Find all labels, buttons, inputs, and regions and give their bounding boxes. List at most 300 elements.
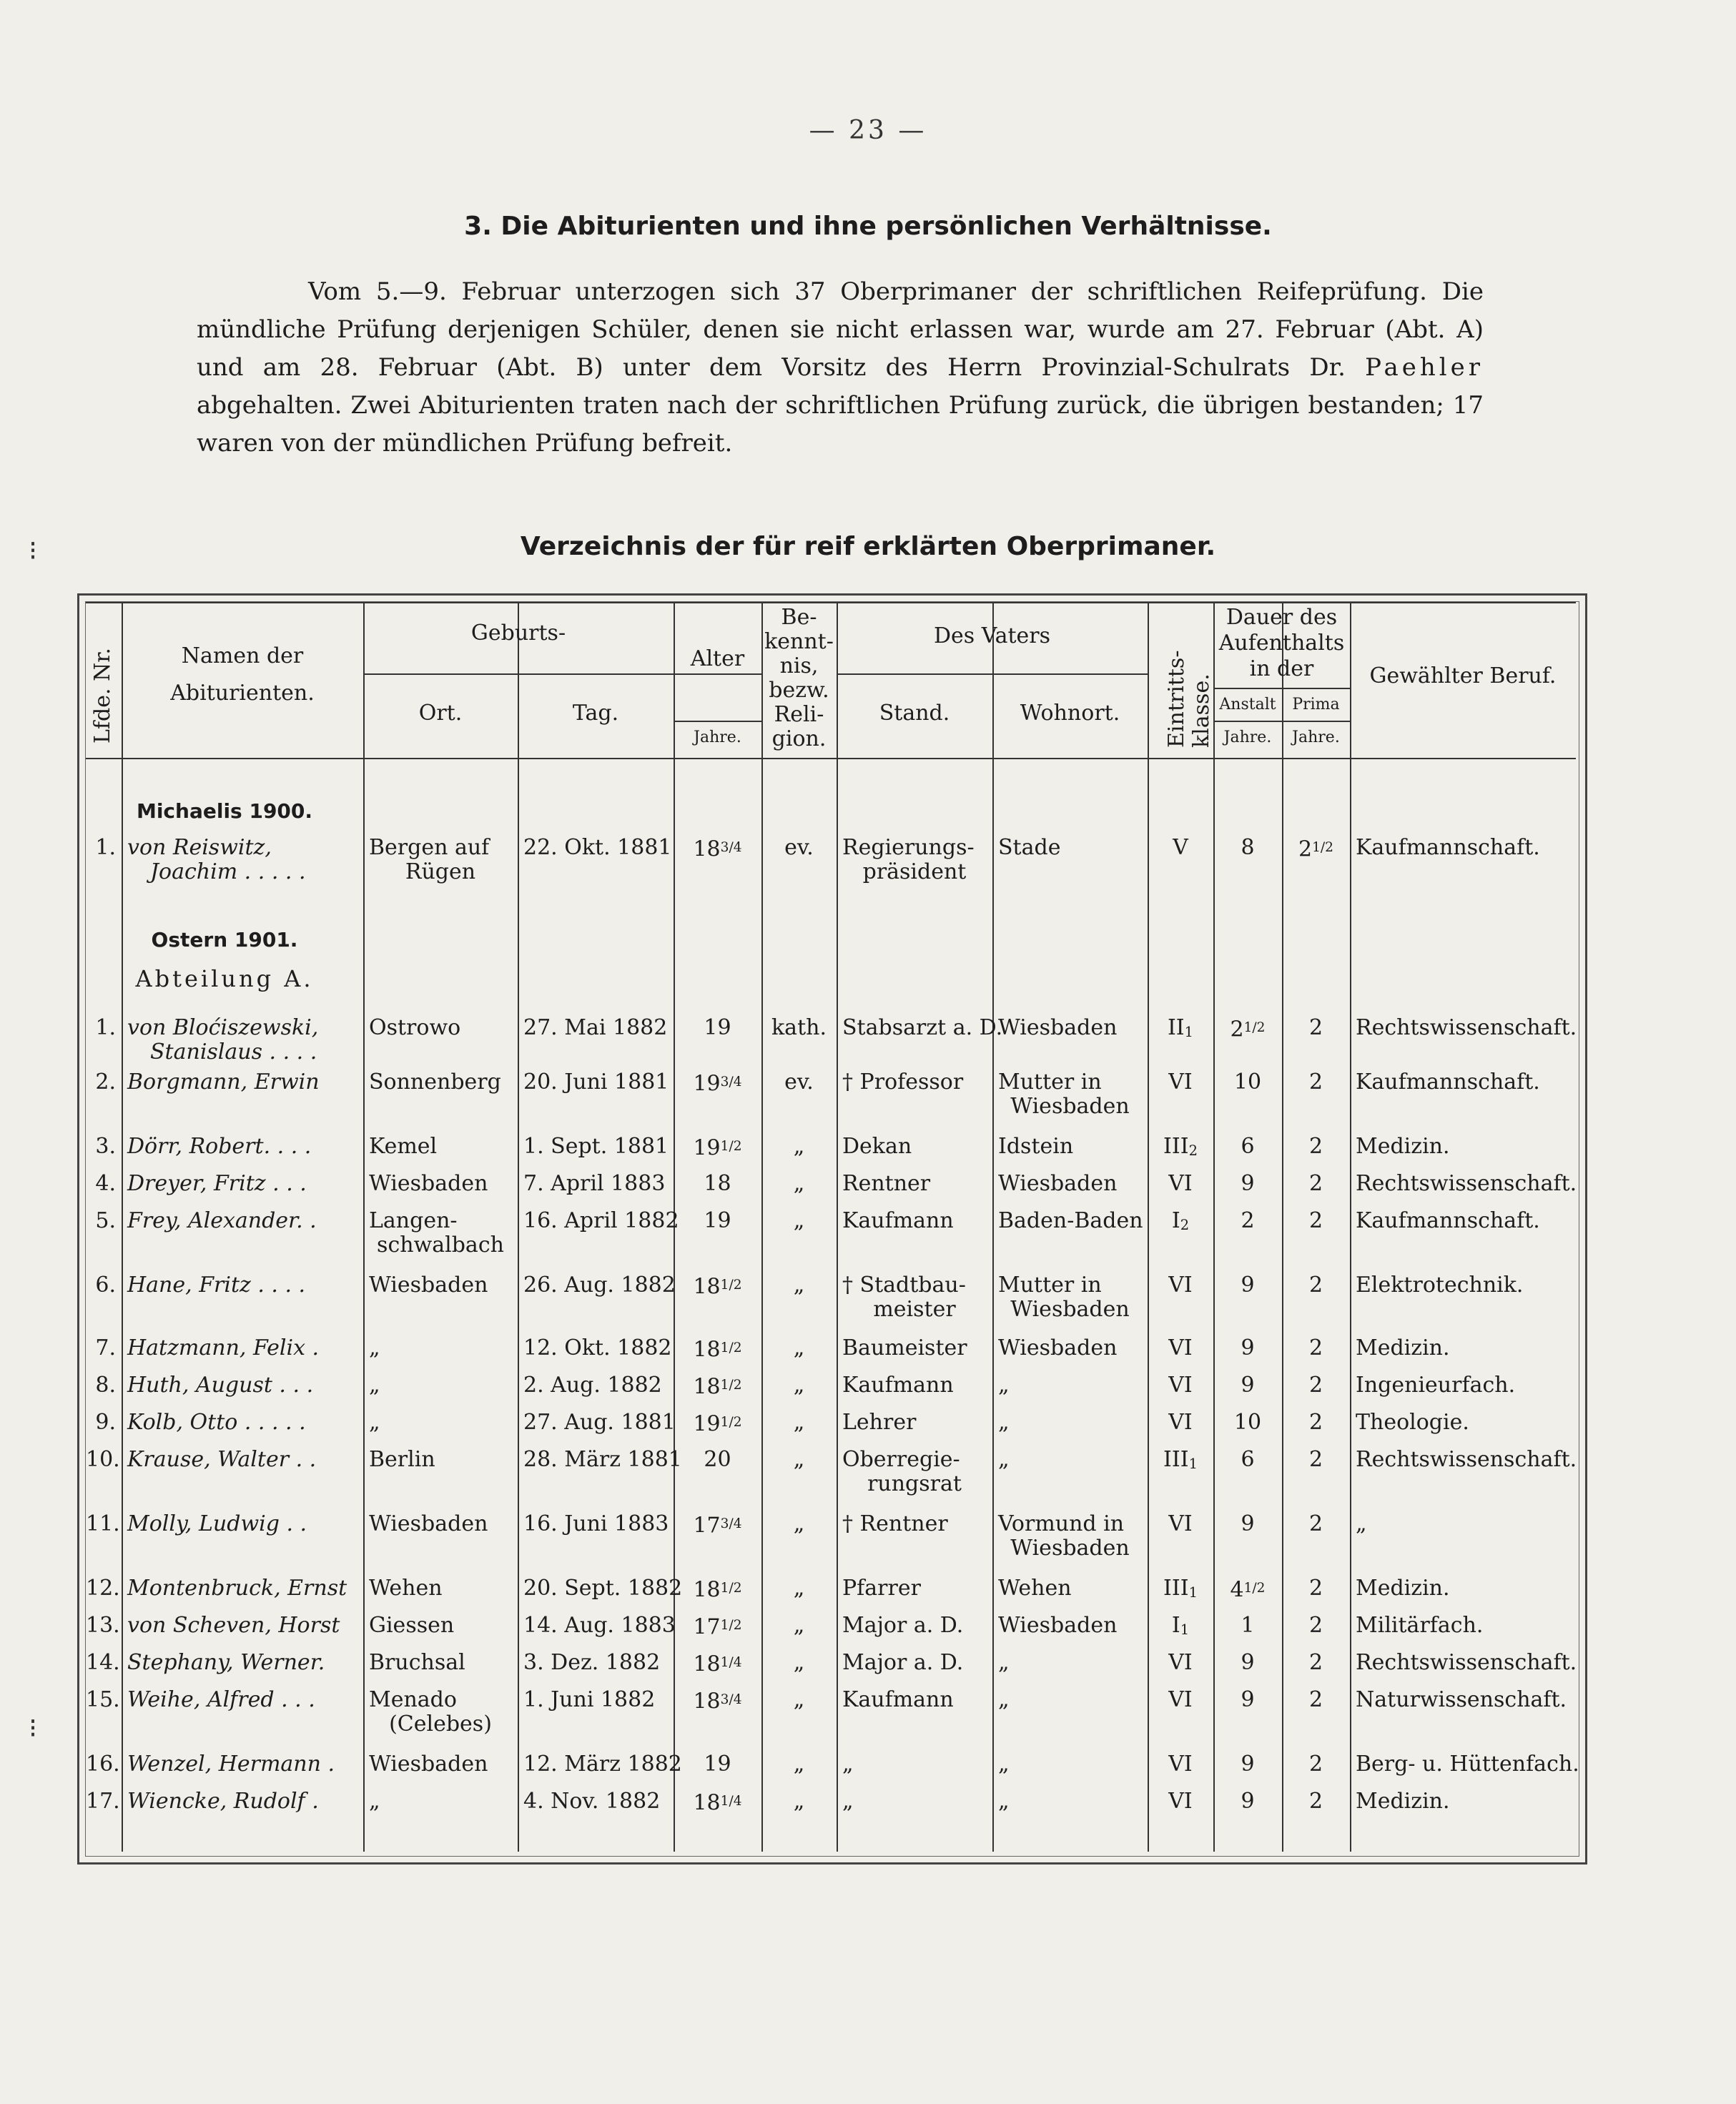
row-prima (1282, 1613, 1350, 1639)
row-nr: 14. (86, 1650, 120, 1675)
row-wohnort: „ (998, 1373, 1010, 1398)
row-alter (674, 1752, 761, 1777)
row-name: Montenbruck, Ernst (127, 1576, 347, 1601)
row-klasse (1148, 1208, 1213, 1238)
row-alter-value: 17 (693, 1614, 721, 1640)
row-tag: 20. Sept. 1882 (523, 1576, 683, 1601)
row-alter (674, 1576, 761, 1604)
row-anstalt (1213, 1511, 1282, 1537)
row-anstalt-value: 9 (1241, 1511, 1255, 1536)
row-klasse (1148, 1687, 1213, 1713)
row-anstalt (1213, 1373, 1282, 1398)
row-wohnort-cont: Wiesbaden (1010, 1536, 1130, 1561)
row-klasse-value: VI (1168, 1373, 1193, 1398)
row-anstalt (1213, 1687, 1282, 1713)
row-klasse (1148, 1511, 1213, 1537)
row-beruf: Elektrotechnik. (1356, 1273, 1524, 1298)
row-religion: „ (793, 1171, 805, 1196)
header-geburts: Geburts- (470, 621, 566, 646)
row-anstalt-value: 9 (1241, 1273, 1255, 1298)
row-alter (674, 1171, 761, 1197)
row-klasse-value: III (1163, 1576, 1189, 1601)
row-wohnort: „ (998, 1789, 1010, 1814)
row-klasse (1148, 1070, 1213, 1095)
row-ort: Wehen (369, 1576, 443, 1601)
row-stand: Oberregie- (842, 1447, 960, 1472)
row-anstalt (1213, 1576, 1282, 1604)
row-ort-cont: Rügen (405, 859, 476, 884)
row-wohnort: Idstein (998, 1134, 1074, 1159)
row-alter (674, 1511, 761, 1539)
column-rule (837, 602, 838, 1852)
row-anstalt-value: 10 (1233, 1410, 1262, 1435)
row-prima-value: 2 (1308, 1687, 1323, 1712)
row-alter (674, 1410, 761, 1438)
row-anstalt-value: 6 (1241, 1134, 1255, 1159)
column-rule (122, 602, 123, 1852)
row-nr: 3. (95, 1134, 116, 1159)
row-prima (1282, 1752, 1350, 1777)
row-alter-value: 18 (693, 1337, 721, 1363)
row-beruf: Medizin. (1356, 1134, 1450, 1159)
row-ort: „ (369, 1789, 380, 1814)
row-wohnort: Wiesbaden (998, 1171, 1118, 1196)
row-prima-value: 2 (1298, 836, 1313, 862)
row-nr: 17. (86, 1789, 120, 1814)
header-anstalt-jahre: Jahre. (1223, 729, 1272, 746)
header-prima: Prima (1292, 696, 1340, 713)
row-prima-value: 2 (1308, 1134, 1323, 1159)
row-alter-value: 20 (704, 1447, 731, 1472)
row-wohnort: Mutter in (998, 1273, 1102, 1298)
row-ort: Langen- (369, 1208, 458, 1233)
row-prima-value: 2 (1308, 1511, 1323, 1536)
row-klasse (1148, 1752, 1213, 1777)
row-alter-fraction: 1/2 (720, 1278, 742, 1293)
row-prima (1282, 1015, 1350, 1041)
row-nr: 2. (95, 1070, 116, 1095)
row-nr: 8. (95, 1373, 116, 1398)
row-prima-value: 2 (1308, 1576, 1323, 1601)
header-dauer-1: Dauer des (1225, 605, 1338, 630)
row-name: von Bloćiszewski, (127, 1015, 319, 1040)
row-anstalt-value: 9 (1241, 1650, 1255, 1675)
group-ostern: Ostern 1901. (151, 928, 298, 952)
row-anstalt-value: 9 (1241, 1335, 1255, 1360)
row-wohnort: Baden-Baden (998, 1208, 1143, 1233)
header-beruf: Gewählter Beruf. (1369, 663, 1557, 688)
row-beruf: Kaufmannschaft. (1356, 1208, 1540, 1233)
row-alter (674, 1273, 761, 1300)
row-ort: „ (369, 1373, 380, 1398)
row-anstalt-value: 9 (1241, 1171, 1255, 1196)
row-alter-fraction: 1/4 (720, 1655, 742, 1670)
row-alter-fraction: 3/4 (720, 1692, 742, 1707)
row-alter-fraction: 1/2 (720, 1581, 742, 1596)
row-alter (674, 1447, 761, 1473)
row-beruf: Militärfach. (1356, 1613, 1484, 1638)
row-klasse (1148, 1171, 1213, 1197)
row-tag: 1. Juni 1882 (523, 1687, 656, 1712)
row-prima-value: 2 (1308, 1070, 1323, 1095)
row-klasse-value: VI (1168, 1650, 1193, 1675)
row-stand: † Stadtbau- (842, 1273, 966, 1298)
row-prima (1282, 835, 1350, 863)
row-anstalt-value: 9 (1241, 1789, 1255, 1814)
row-name-cont: Joachim . . . . . (150, 859, 306, 884)
row-wohnort: Stade (998, 835, 1061, 860)
row-tag: 2. Aug. 1882 (523, 1373, 662, 1398)
row-alter-value: 19 (704, 1752, 731, 1777)
row-alter (674, 1613, 761, 1641)
row-alter-value: 19 (704, 1015, 731, 1040)
row-ort: Wiesbaden (369, 1171, 488, 1196)
row-anstalt-value: 2 (1241, 1208, 1255, 1233)
margin-mark-top: ⁝ (29, 535, 38, 566)
row-religion: „ (793, 1335, 805, 1360)
row-tag: 27. Mai 1882 (523, 1015, 668, 1040)
header-top-rule (86, 602, 1576, 603)
row-nr: 6. (95, 1273, 116, 1298)
row-anstalt-fraction: 1/2 (1243, 1020, 1266, 1035)
jahre-subrule (674, 721, 761, 722)
row-tag: 20. Juni 1881 (523, 1070, 669, 1095)
row-wohnort: „ (998, 1687, 1010, 1712)
row-ort: Bruchsal (369, 1650, 465, 1675)
row-tag: 4. Nov. 1882 (523, 1789, 661, 1814)
row-nr: 11. (86, 1511, 120, 1536)
row-name: Hatzmann, Felix . (127, 1335, 320, 1360)
row-prima (1282, 1335, 1350, 1361)
row-alter-value: 18 (693, 1790, 721, 1816)
row-name: Molly, Ludwig . . (127, 1511, 307, 1536)
row-stand: Lehrer (842, 1410, 917, 1435)
row-beruf: Rechtswissenschaft. (1356, 1447, 1577, 1472)
row-klasse-value: VI (1168, 1752, 1193, 1777)
row-klasse (1148, 1650, 1213, 1676)
header-eintrittsklasse: Eintritts-klasse. (1164, 650, 1214, 748)
row-ort: Kemel (369, 1134, 438, 1159)
row-anstalt-value: 9 (1241, 1373, 1255, 1398)
page-number: — 23 — (809, 116, 927, 145)
row-religion: „ (793, 1373, 805, 1398)
row-name-cont: Stanislaus . . . . (150, 1039, 317, 1065)
row-tag: 26. Aug. 1882 (523, 1273, 676, 1298)
row-stand: † Professor (842, 1070, 964, 1095)
row-name: von Scheven, Horst (127, 1613, 340, 1638)
row-name: Kolb, Otto . . . . . (127, 1410, 306, 1435)
row-stand: Major a. D. (842, 1650, 964, 1675)
row-name: Hane, Fritz . . . . (127, 1273, 306, 1298)
row-prima-value: 2 (1308, 1752, 1323, 1777)
row-anstalt-value: 9 (1241, 1687, 1255, 1712)
row-tag: 16. April 1882 (523, 1208, 679, 1233)
row-stand: Regierungs- (842, 835, 975, 860)
row-alter-value: 18 (693, 1689, 721, 1714)
row-tag: 14. Aug. 1883 (523, 1613, 676, 1638)
row-anstalt (1213, 1650, 1282, 1676)
row-wohnort: Mutter in (998, 1070, 1102, 1095)
row-nr: 16. (86, 1752, 120, 1777)
row-stand: Pfarrer (842, 1576, 921, 1601)
row-anstalt (1213, 1752, 1282, 1777)
row-alter (674, 1650, 761, 1678)
row-beruf: Rechtswissenschaft. (1356, 1171, 1577, 1196)
row-ort: Ostrowo (369, 1015, 461, 1040)
header-name-1: Namen der (181, 643, 304, 668)
row-anstalt (1213, 835, 1282, 861)
row-anstalt (1213, 1070, 1282, 1095)
row-alter (674, 1373, 761, 1401)
row-anstalt-value: 8 (1241, 835, 1255, 860)
row-alter (674, 1687, 761, 1715)
row-religion: „ (793, 1273, 805, 1298)
row-klasse-value: VI (1168, 1410, 1193, 1435)
row-prima (1282, 1208, 1350, 1234)
row-alter-value: 19 (693, 1135, 721, 1161)
row-klasse-value: II (1167, 1015, 1185, 1040)
row-alter-fraction: 1/2 (720, 1378, 742, 1393)
row-religion: „ (793, 1752, 805, 1777)
row-name: Weihe, Alfred . . . (127, 1687, 315, 1712)
row-nr: 7. (95, 1335, 116, 1360)
row-klasse-value: VI (1168, 1789, 1193, 1814)
row-klasse-value: VI (1168, 1687, 1193, 1712)
row-anstalt (1213, 1447, 1282, 1473)
row-klasse (1148, 1273, 1213, 1298)
row-alter-fraction: 3/4 (720, 840, 742, 855)
row-religion: „ (793, 1687, 805, 1712)
header-bekenntnis: Be- (781, 605, 817, 630)
row-ort: Wiesbaden (369, 1752, 488, 1777)
row-klasse (1148, 1015, 1213, 1045)
row-nr: 13. (86, 1613, 120, 1638)
row-religion: „ (793, 1576, 805, 1601)
row-klasse (1148, 1410, 1213, 1436)
row-klasse (1148, 835, 1213, 861)
row-klasse-sub: 1 (1188, 1584, 1198, 1601)
margin-mark-bottom: ⁝ (29, 1712, 38, 1744)
row-anstalt-value: 4 (1230, 1577, 1244, 1603)
row-alter-value: 18 (693, 836, 721, 862)
row-religion: kath. (771, 1015, 827, 1040)
row-klasse-value: VI (1168, 1335, 1193, 1360)
header-nr: Lfde. Nr. (90, 648, 115, 744)
intro-paragraph (197, 273, 1484, 463)
row-alter-value: 18 (704, 1171, 731, 1196)
header-bekenntnis: kennt- (764, 629, 834, 654)
row-klasse-value: I (1171, 1208, 1180, 1233)
row-anstalt (1213, 1613, 1282, 1639)
row-stand-cont: rungsrat (867, 1471, 962, 1496)
row-stand: Rentner (842, 1171, 931, 1196)
header-tag: Tag. (572, 701, 619, 726)
row-tag: 12. März 1882 (523, 1752, 682, 1777)
row-beruf: Medizin. (1356, 1576, 1450, 1601)
row-prima (1282, 1070, 1350, 1095)
row-nr: 1. (95, 1015, 116, 1040)
row-alter-value: 19 (693, 1411, 721, 1437)
row-ort: Berlin (369, 1447, 435, 1472)
vater-subrule (837, 673, 1148, 675)
row-klasse-sub: 2 (1188, 1142, 1198, 1159)
row-tag: 28. März 1881 (523, 1447, 682, 1472)
row-prima-value: 2 (1308, 1208, 1323, 1233)
row-klasse (1148, 1613, 1213, 1643)
row-anstalt-value: 10 (1233, 1070, 1262, 1095)
row-anstalt-value: 9 (1241, 1752, 1255, 1777)
section-title: 3. Die Abiturienten und ihne persönlichen Verhältnisse. (464, 212, 1272, 241)
row-prima-value: 2 (1308, 1789, 1323, 1814)
row-prima-value: 2 (1308, 1650, 1323, 1675)
row-tag: 1. Sept. 1881 (523, 1134, 669, 1159)
row-alter-value: 18 (693, 1374, 721, 1400)
row-prima (1282, 1687, 1350, 1713)
row-anstalt-fraction: 1/2 (1243, 1581, 1266, 1596)
row-anstalt (1213, 1789, 1282, 1814)
row-alter-value: 19 (704, 1208, 731, 1233)
row-prima-value: 2 (1308, 1613, 1323, 1638)
row-alter-value: 18 (693, 1577, 721, 1603)
row-klasse-value: V (1173, 835, 1188, 860)
dauer-jahre-subrule (1213, 721, 1350, 722)
row-klasse-value: VI (1168, 1511, 1193, 1536)
row-ort-cont: (Celebes) (389, 1712, 492, 1737)
row-stand: Baumeister (842, 1335, 967, 1360)
row-klasse-value: VI (1168, 1273, 1193, 1298)
row-beruf: „ (1356, 1511, 1367, 1536)
group-abteilung: Abteilung A. (135, 965, 314, 992)
row-stand: Stabsarzt a. D. (842, 1015, 1003, 1040)
row-nr: 1. (95, 835, 116, 860)
row-name: Borgmann, Erwin (127, 1070, 320, 1095)
row-alter-value: 17 (693, 1513, 721, 1539)
row-religion: „ (793, 1613, 805, 1638)
row-klasse (1148, 1373, 1213, 1398)
row-beruf: Rechtswissenschaft. (1356, 1015, 1577, 1040)
row-klasse (1148, 1447, 1213, 1477)
row-klasse-value: III (1163, 1134, 1189, 1159)
column-rule (518, 602, 519, 1852)
row-prima-value: 2 (1308, 1410, 1323, 1435)
row-anstalt (1213, 1134, 1282, 1160)
row-beruf: Kaufmannschaft. (1356, 1070, 1540, 1095)
row-prima-value: 2 (1308, 1273, 1323, 1298)
row-nr: 15. (86, 1687, 120, 1712)
table-title: Verzeichnis der für reif erklärten Oberprimaner. (520, 532, 1216, 561)
row-ort: Giessen (369, 1613, 455, 1638)
row-alter-fraction: 3/4 (720, 1516, 742, 1531)
row-tag: 16. Juni 1883 (523, 1511, 669, 1536)
row-wohnort: „ (998, 1650, 1010, 1675)
row-klasse (1148, 1576, 1213, 1606)
row-beruf: Medizin. (1356, 1335, 1450, 1360)
row-tag: 7. April 1883 (523, 1171, 666, 1196)
row-tag: 12. Okt. 1882 (523, 1335, 672, 1360)
row-anstalt (1213, 1015, 1282, 1043)
row-prima (1282, 1447, 1350, 1473)
row-religion: ev. (784, 835, 814, 860)
row-beruf: Kaufmannschaft. (1356, 835, 1540, 860)
row-alter-fraction: 1/4 (720, 1794, 742, 1809)
row-prima (1282, 1650, 1350, 1676)
row-prima (1282, 1576, 1350, 1601)
row-alter-value: 18 (693, 1274, 721, 1300)
row-religion: „ (793, 1447, 805, 1472)
row-religion: „ (793, 1789, 805, 1814)
row-anstalt (1213, 1208, 1282, 1234)
row-alter-fraction: 1/2 (720, 1618, 742, 1633)
row-religion: „ (793, 1410, 805, 1435)
row-wohnort: Wiesbaden (998, 1335, 1118, 1360)
header-vater: Des Vaters (933, 623, 1051, 648)
row-anstalt-value: 6 (1241, 1447, 1255, 1472)
row-stand: Kaufmann (842, 1373, 954, 1398)
geburts-subrule (363, 673, 761, 675)
row-prima-value: 2 (1308, 1447, 1323, 1472)
header-bekenntnis: nis, (779, 653, 819, 678)
row-name: Wenzel, Hermann . (127, 1752, 335, 1777)
row-wohnort-cont: Wiesbaden (1010, 1297, 1130, 1322)
row-name: Stephany, Werner. (127, 1650, 325, 1675)
row-alter (674, 1335, 761, 1363)
row-beruf: Rechtswissenschaft. (1356, 1650, 1577, 1675)
row-tag: 22. Okt. 1881 (523, 835, 672, 860)
header-anstalt: Anstalt (1219, 696, 1276, 713)
row-name: Huth, August . . . (127, 1373, 314, 1398)
row-nr: 4. (95, 1171, 116, 1196)
row-klasse (1148, 1134, 1213, 1164)
row-religion: „ (793, 1208, 805, 1233)
row-alter-fraction: 1/2 (720, 1415, 742, 1430)
header-wohnort: Wohnort. (1020, 701, 1120, 726)
row-anstalt-value: 2 (1230, 1017, 1244, 1042)
row-alter-value: 19 (693, 1071, 721, 1097)
row-beruf: Naturwissenschaft. (1356, 1687, 1567, 1712)
row-klasse-sub: 1 (1188, 1455, 1198, 1472)
row-name: Wiencke, Rudolf . (127, 1789, 319, 1814)
row-ort: „ (369, 1335, 380, 1360)
row-alter-fraction: 1/2 (720, 1340, 742, 1355)
row-prima-fraction: 1/2 (1312, 840, 1334, 855)
row-stand: Major a. D. (842, 1613, 964, 1638)
row-name: Frey, Alexander. . (127, 1208, 317, 1233)
row-ort: Sonnenberg (369, 1070, 501, 1095)
row-wohnort-cont: Wiesbaden (1010, 1094, 1130, 1119)
row-wohnort: „ (998, 1752, 1010, 1777)
row-prima (1282, 1273, 1350, 1298)
row-alter-fraction: 1/2 (720, 1139, 742, 1154)
row-anstalt-value: 1 (1241, 1613, 1255, 1638)
row-wohnort: Wiesbaden (998, 1613, 1118, 1638)
row-religion: „ (793, 1511, 805, 1536)
row-stand-cont: präsident (862, 859, 967, 884)
row-prima (1282, 1373, 1350, 1398)
row-klasse-sub: 2 (1180, 1216, 1190, 1233)
row-klasse-value: III (1163, 1447, 1189, 1472)
row-alter-value: 18 (693, 1651, 721, 1677)
row-alter (674, 1015, 761, 1041)
row-name: Dreyer, Fritz . . . (127, 1171, 307, 1196)
row-prima-value: 2 (1308, 1171, 1323, 1196)
row-prima-value: 2 (1308, 1373, 1323, 1398)
row-prima-value: 2 (1308, 1015, 1323, 1040)
row-ort: „ (369, 1410, 380, 1435)
header-name-2: Abiturienten. (170, 681, 315, 706)
row-klasse-value: VI (1168, 1070, 1193, 1095)
row-tag: 27. Aug. 1881 (523, 1410, 676, 1435)
group-michaelis: Michaelis 1900. (136, 799, 313, 823)
